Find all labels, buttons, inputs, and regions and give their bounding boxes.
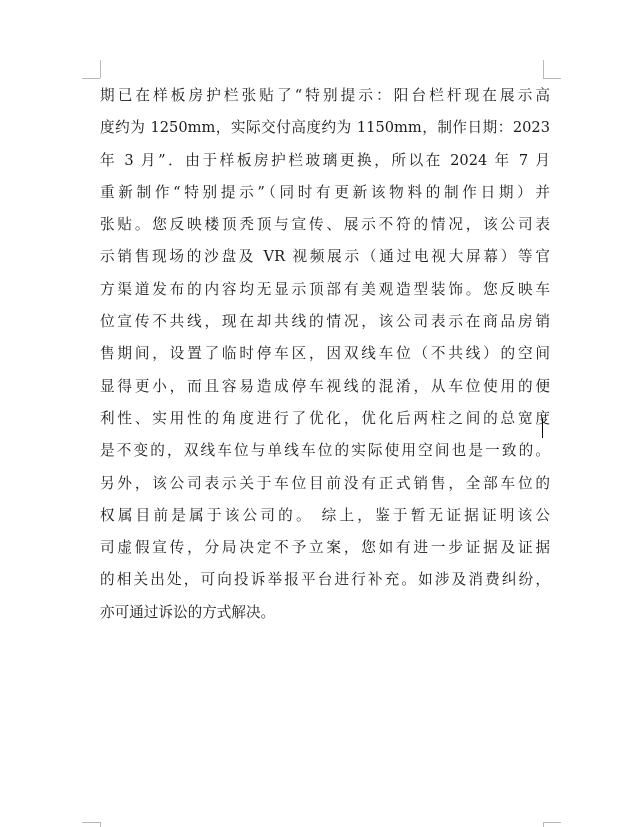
text-line: 位宣传不共线，现在却共线的情况，该公司表示在商品房销 (100, 313, 550, 331)
text-cursor (542, 418, 543, 438)
crop-mark-bottom-left (82, 822, 100, 823)
text-line: 度约为 1250mm，实际交付高度约为 1150mm，制作日期：2023 (100, 119, 550, 137)
text-line: 显得更小，而且容易造成停车视线的混淆，从车位使用的便 (100, 377, 550, 395)
text-line: 的相关出处，可向投诉举报平台进行补充。如涉及消费纠纷， (100, 571, 550, 589)
text-line: 重新制作“特别提示”（同时有更新该物料的制作日期）并 (100, 183, 550, 201)
crop-mark-bottom-right (543, 822, 561, 823)
text-line: 亦可通过诉讼的方式解决。 (100, 603, 276, 621)
text-line: 司虚假宣传，分局决定不予立案，您如有进一步证据及证据 (100, 539, 550, 557)
text-line: 权属目前是属于该公司的。 综上，鉴于暂无证据证明该公 (100, 506, 550, 524)
text-line: 方渠道发布的内容均无显示顶部有美观造型装饰。您反映车 (100, 280, 550, 298)
crop-mark-bottom-left (100, 822, 101, 827)
text-line: 年 3 月”．由于样板房护栏玻璃更换，所以在 2024 年 7 月 (100, 151, 550, 169)
text-line: 另外，该公司表示关于车位目前没有正式销售，全部车位的 (100, 474, 550, 492)
text-line: 期已在样板房护栏张贴了“特别提示：阳台栏杆现在展示高 (100, 87, 550, 104)
crop-mark-top-right (543, 78, 561, 79)
text-line: 张贴。您反映楼顶秃顶与宣传、展示不符的情况，该公司表 (100, 216, 550, 234)
crop-mark-top-left (82, 78, 100, 79)
text-line: 示销售现场的沙盘及 VR 视频展示（通过电视大屏幕）等官 (100, 248, 550, 266)
text-line: 是不变的，双线车位与单线车位的实际使用空间也是一致的。 (100, 442, 550, 460)
crop-mark-top-left (100, 60, 101, 78)
crop-mark-top-right (543, 60, 544, 78)
text-line: 售期间，设置了临时停车区，因双线车位（不共线）的空间 (100, 345, 550, 363)
document-body[interactable] (100, 80, 550, 629)
text-line: 利性、实用性的角度进行了优化，优化后两柱之间的总宽度 (100, 409, 550, 427)
